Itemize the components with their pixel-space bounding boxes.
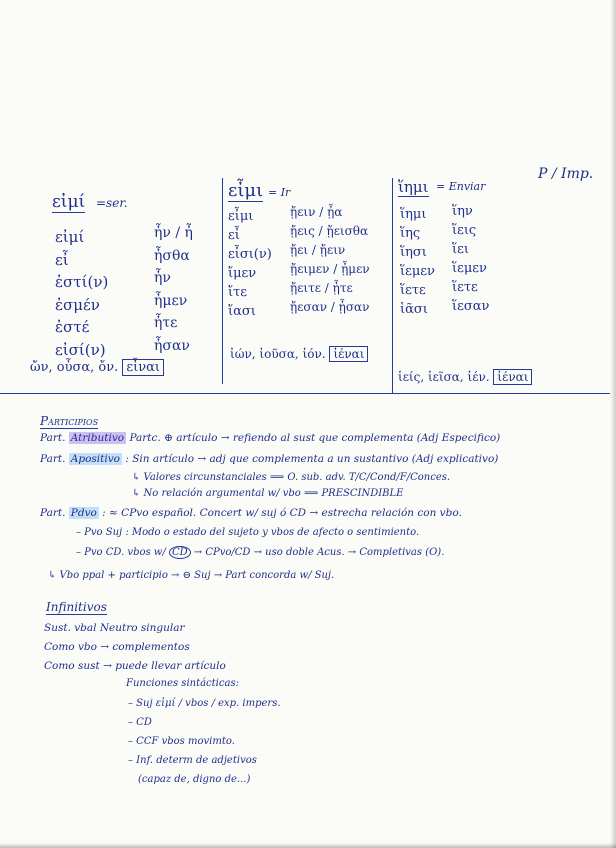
col2-participle: ἰών, ἰοῦσα, ἰόν.: [230, 347, 326, 361]
predicativo-sub2-pre: – Pvo CD. vbos w/: [76, 547, 166, 558]
col2-present-list: [228, 207, 272, 321]
infinitivos-heading: Infinitivos: [46, 600, 107, 614]
col1-imperfect-2: ἦσθα: [154, 247, 190, 264]
apositivo-sub1: ↳ Valores circunstanciales ⟹ O. sub. adv. T/C/Cond/F/Conces.: [132, 472, 451, 483]
infinitivo-functions-list: [128, 694, 281, 789]
participio-atributivo: [40, 432, 610, 444]
col2-title: εἶμι: [228, 180, 264, 201]
col1-present-5: ἐστέ: [55, 318, 90, 336]
infinitivo-line3: Como sust → puede llevar artículo: [44, 660, 226, 672]
participios-heading: Participios: [40, 414, 99, 428]
col3-imperfect-5: ἵετε: [452, 280, 478, 295]
col2-imperfect-4: ᾔειμεν / ᾖμεν: [290, 262, 370, 276]
col1-imperfect-3: ἦν: [154, 270, 171, 286]
corner-note: P / Imp.: [538, 166, 594, 182]
col2-present-5: ἴτε: [228, 285, 248, 300]
infinitivo-function-3: – CCF vbos movimto.: [128, 736, 235, 747]
participio-apositivo: [40, 453, 498, 465]
apositivo-text: : Sin artículo → adj que complementa a un sustantivo (Adj explicativo): [125, 453, 499, 465]
infinitivo-function-4: – Inf. determ de adjetivos: [128, 755, 257, 766]
apositivo-highlight: Apositivo: [70, 453, 120, 465]
participio-predicativo: [40, 507, 462, 519]
atributivo-highlight: Atributivo: [70, 432, 125, 444]
col1-title-suffix: =ser.: [96, 196, 128, 210]
infinitivo-function-1: – Suj εἰμί / vbos / exp. impers.: [128, 698, 281, 709]
predicativo-sub1: – Pvo Suj : Modo o estado del sujeto y vbos de afecto o sentimiento.: [76, 527, 420, 538]
col3-imperfect-6: ἵεσαν: [452, 299, 490, 314]
col1-present-6: εἰσί(ν): [55, 340, 106, 359]
table-divider-1: [222, 178, 223, 384]
infinitivo-line4: Funciones sintácticas:: [126, 678, 239, 689]
predicativo-label: Part.: [40, 507, 66, 519]
col1-present-list: [55, 226, 108, 361]
atributivo-text: Partc. ⊕ artículo → refiendo al sust que complementa (Adj Especifico): [129, 432, 501, 444]
col1-infinitive: εἶναι: [122, 359, 164, 376]
predicativo-text: : ≈ CPvo español. Concert w/ suj ó CD → estrecha relación con vbo.: [102, 507, 462, 519]
predicativo-sub2-post: → CPvo/CD → uso doble Acus. → Completivas (O).: [193, 547, 445, 558]
col3-present-3: ἵησι: [400, 245, 427, 260]
predicativo-sub2: [76, 547, 444, 558]
col3-participle: ἱείς, ἱεῖσα, ἱέν.: [398, 370, 490, 384]
col3-present-2: ἵης: [400, 226, 421, 241]
col1-title: εἰμί: [52, 192, 86, 212]
col1-imperfect-5: ἦτε: [154, 315, 178, 331]
col1-present-2: εἶ: [55, 250, 69, 269]
col3-imperfect-4: ἵεμεν: [452, 261, 487, 276]
col3-title-suffix: = Enviar: [436, 180, 486, 193]
atributivo-label: Part.: [40, 432, 66, 444]
col3-present-5: ἵετε: [400, 283, 426, 298]
infinitivo-line1: Sust. vbal Neutro singular: [44, 622, 185, 634]
col2-title-suffix: = Ir: [268, 186, 291, 199]
col1-imperfect-6: ἦσαν: [154, 337, 190, 354]
col3-imperfect-list: [452, 202, 489, 316]
page-edge-shadow: [610, 0, 616, 848]
col2-imperfect-2: ᾔεις / ᾔεισθα: [290, 224, 369, 238]
col1-present-1: εἰμί: [55, 228, 85, 246]
col3-imperfect-3: ἵει: [452, 242, 469, 257]
col2-present-4: ἴμεν: [228, 266, 257, 281]
col1-footer: [30, 360, 164, 375]
col2-imperfect-list: [290, 203, 370, 317]
table-divider-2: [392, 178, 393, 394]
col1-present-3: ἐστί(ν): [55, 273, 109, 291]
col3-footer: [398, 370, 532, 384]
col3-present-4: ἵεμεν: [400, 264, 435, 279]
col2-present-2: εἶ: [228, 228, 240, 243]
col3-infinitive: ἱέναι: [493, 369, 532, 385]
col1-participle: ὤν, οὖσα, ὄν.: [30, 360, 119, 375]
infinitivo-function-2: – CD: [128, 717, 152, 728]
apositivo-label: Part.: [40, 453, 66, 465]
col2-infinitive: ἰέναι: [329, 346, 368, 362]
col2-imperfect-6: ᾔεσαν / ᾖσαν: [290, 300, 370, 314]
col3-present-6: ἱᾶσι: [400, 302, 428, 317]
col1-imperfect-4: ἦμεν: [154, 292, 188, 309]
infinitivo-line2: Como vbo → complementos: [44, 641, 190, 653]
col2-present-3: εἶσι(ν): [228, 247, 272, 262]
col2-footer: [230, 347, 368, 361]
col2-present-1: εἶμι: [228, 209, 254, 224]
page-bottom-shadow: [0, 843, 616, 848]
col1-imperfect-list: [154, 222, 193, 357]
col3-present-1: ἵημι: [400, 207, 427, 222]
predicativo-sub3: ↳ Vbo ppal + participio → ⊖ Suj → Part concorda w/ Suj.: [48, 570, 335, 581]
col2-imperfect-1: ᾔειν / ᾖα: [290, 205, 343, 219]
col3-imperfect-2: ἵεις: [452, 223, 477, 238]
col3-imperfect-1: ἵην: [452, 204, 473, 219]
col1-present-4: ἐσμέν: [55, 295, 100, 314]
infinitivo-function-5: (capaz de, digno de...): [138, 774, 251, 785]
predicativo-highlight: Pdvo: [70, 507, 97, 519]
col2-imperfect-3: ᾔει / ᾔειν: [290, 243, 346, 257]
col3-present-list: [400, 205, 435, 319]
apositivo-sub2: ↳ No relación argumental w/ vbo ⟹ PRESCINDIBLE: [132, 488, 404, 499]
table-bottom-rule: [0, 393, 610, 394]
col3-title: ἵημι: [398, 178, 429, 196]
col1-imperfect-1: ἦν / ἦ: [154, 225, 193, 241]
col2-imperfect-5: ᾔειτε / ᾖτε: [290, 281, 353, 295]
predicativo-sub2-circle: CD: [169, 546, 191, 559]
col2-present-6: ἴασι: [228, 304, 256, 319]
